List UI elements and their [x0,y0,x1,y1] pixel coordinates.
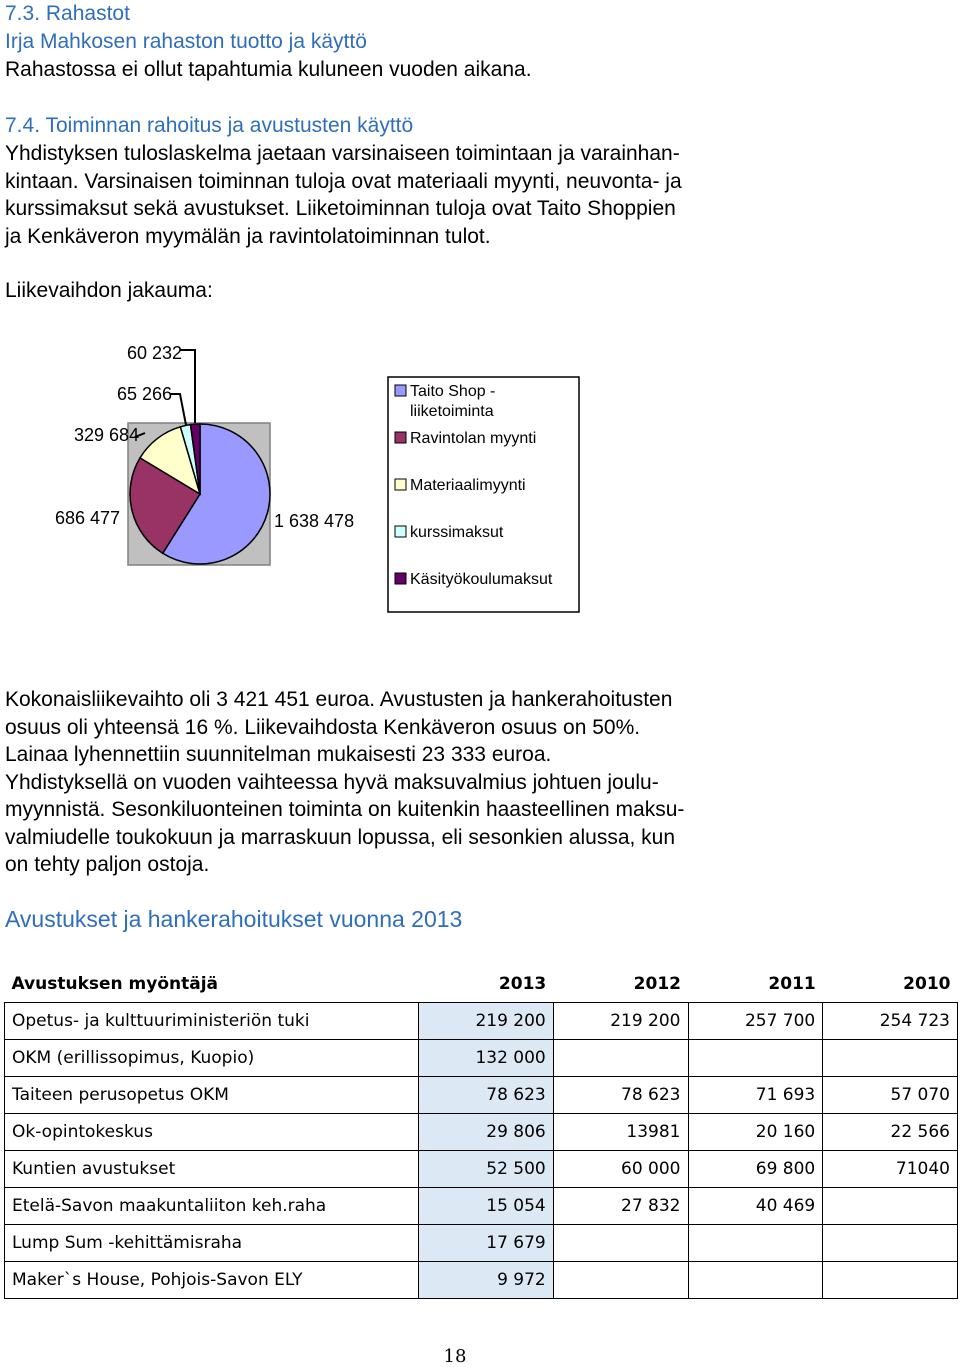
table-cell-amount: 71 693 [688,1077,823,1114]
table-cell-amount: 78 623 [419,1077,554,1114]
table-cell-amount [553,1262,688,1299]
leader-line-kurssimaksut [170,394,186,425]
table-row [5,1003,958,1040]
table-cell-amount: 15 054 [419,1188,554,1225]
legend-label-kurssimaksut: kurssimaksut [410,524,504,541]
column-header-2011: 2011 [688,966,823,1003]
table-cell-provider: Kuntien avustukset [5,1151,419,1188]
fund-text: Rahastossa ei ollut tapahtumia kuluneen vuoden aikana. [5,58,532,81]
table-cell-amount [688,1040,823,1077]
chart-intro: Liikevaihdon jakauma: [5,279,213,302]
table-header-row [5,966,958,1003]
table-cell-provider: Lump Sum -kehittämisraha [5,1225,419,1262]
paragraph-line: ja Kenkäveron myymälän ja ravintolatoiminnan tulot. [5,224,491,248]
revenue-pie-chart [0,330,960,630]
table-cell-amount: 17 679 [419,1225,554,1262]
table-cell-amount: 22 566 [823,1114,958,1151]
legend-label-taito-shop: Taito Shop - [410,383,496,400]
table-cell-provider: Etelä-Savon maakuntaliiton keh.raha [5,1188,419,1225]
paragraph-line: Lainaa lyhennettiin suunnitelman mukaisesti 23 333 euroa. [5,743,552,766]
table-cell-provider: OKM (erillissopimus, Kuopio) [5,1040,419,1077]
table-cell-amount: 132 000 [419,1040,554,1077]
table-cell-amount [823,1262,958,1299]
table-cell-amount: 254 723 [823,1003,958,1040]
data-label-kasityokoulumaksut: 60 232 [127,343,183,363]
data-label-materiaalimyynti: 329 684 [74,425,140,445]
fund-heading: Irja Mahkosen rahaston tuotto ja käyttö [5,30,367,53]
table-cell-amount [553,1040,688,1077]
table-cell-provider: Ok-opintokeskus [5,1114,419,1151]
table-row [5,1040,958,1077]
paragraph-line: myynnistä. Sesonkiluonteinen toiminta on kuitenkin haasteellinen maksu- [5,798,685,821]
legend-label-taito-shop: liiketoiminta [410,403,494,420]
paragraph-line: kintaan. Varsinaisen toiminnan tuloja ovat materiaali myynti, neuvonta- ja [5,169,682,193]
table-cell-amount: 13981 [553,1114,688,1151]
legend-label-ravintolan-myynti: Ravintolan myynti [410,430,537,447]
data-label-kurssimaksut: 65 266 [117,384,173,404]
data-label-ravintolan-myynti: 686 477 [55,508,121,528]
legend-swatch-kasityokoulumaksut [395,573,406,584]
table-cell-amount [553,1225,688,1262]
table-cell-amount: 71040 [823,1151,958,1188]
column-header-2010: 2010 [823,966,958,1003]
table-row [5,1225,958,1262]
legend-swatch-ravintolan-myynti [395,432,406,443]
paragraph-line: on tehty paljon ostoja. [5,853,210,876]
table-cell-amount [823,1040,958,1077]
table-cell-amount: 9 972 [419,1262,554,1299]
legend-swatch-materiaalimyynti [395,479,406,490]
table-row [5,1262,958,1299]
table-row [5,1114,958,1151]
page-number: 18 [443,1346,467,1367]
table-row [5,1151,958,1188]
legend-label-kasityokoulumaksut: Käsityökoulumaksut [410,571,553,588]
table-cell-amount [823,1188,958,1225]
column-header-2013: 2013 [419,966,554,1003]
legend-label-materiaalimyynti: Materiaalimyynti [410,477,526,494]
grants-heading: Avustukset ja hankerahoitukset vuonna 2013 [5,906,463,932]
table-cell-provider: Taiteen perusopetus OKM [5,1077,419,1114]
table-cell-amount [823,1225,958,1262]
table-cell-amount: 257 700 [688,1003,823,1040]
paragraph-line: Yhdistyksen tuloslaskelma jaetaan varsinaiseen toimintaan ja varainhan- [5,142,680,165]
section-heading-7-3: 7.3. Rahastot [5,2,130,25]
table-cell-amount: 57 070 [823,1077,958,1114]
table-cell-amount: 29 806 [419,1114,554,1151]
grants-table [4,966,958,1299]
table-cell-amount: 52 500 [419,1151,554,1188]
table-cell-amount: 20 160 [688,1114,823,1151]
paragraph-line: Kokonaisliikevaihto oli 3 421 451 euroa. Avustusten ja hankerahoitusten [5,688,673,711]
paragraph-line: osuus oli yhteensä 16 %. Liikevaihdosta Kenkäveron osuus on 50%. [5,715,641,739]
table-cell-provider: Opetus- ja kulttuuriministeriön tuki [5,1003,419,1040]
paragraph-line: Yhdistyksellä on vuoden vaihteessa hyvä maksuvalmius johtuen joulu- [5,770,659,794]
table-cell-amount: 40 469 [688,1188,823,1225]
column-header-provider: Avustuksen myöntäjä [5,966,419,1003]
table-cell-amount: 219 200 [553,1003,688,1040]
leader-line-kasityokoulumaksut [180,350,195,423]
table-row [5,1188,958,1225]
paragraph-line: valmiudelle toukokuun ja marraskuun lopussa, eli sesonkien alussa, kun [5,825,676,849]
table-cell-amount: 219 200 [419,1003,554,1040]
data-label-taito-shop: 1 638 478 [274,511,355,531]
legend-swatch-kurssimaksut [395,526,406,537]
table-cell-amount [688,1225,823,1262]
column-header-2012: 2012 [553,966,688,1003]
table-row [5,1077,958,1114]
table-cell-provider: Maker`s House, Pohjois-Savon ELY [5,1262,419,1299]
table-cell-amount: 78 623 [553,1077,688,1114]
section-heading-7-4: 7.4. Toiminnan rahoitus ja avustusten käyttö [5,114,414,137]
paragraph-line: kurssimaksut sekä avustukset. Liiketoiminnan tuloja ovat Taito Shoppien [5,197,676,220]
table-cell-amount: 60 000 [553,1151,688,1188]
table-cell-amount [688,1262,823,1299]
table-cell-amount: 69 800 [688,1151,823,1188]
table-cell-amount: 27 832 [553,1188,688,1225]
legend-swatch-taito-shop [395,385,406,396]
